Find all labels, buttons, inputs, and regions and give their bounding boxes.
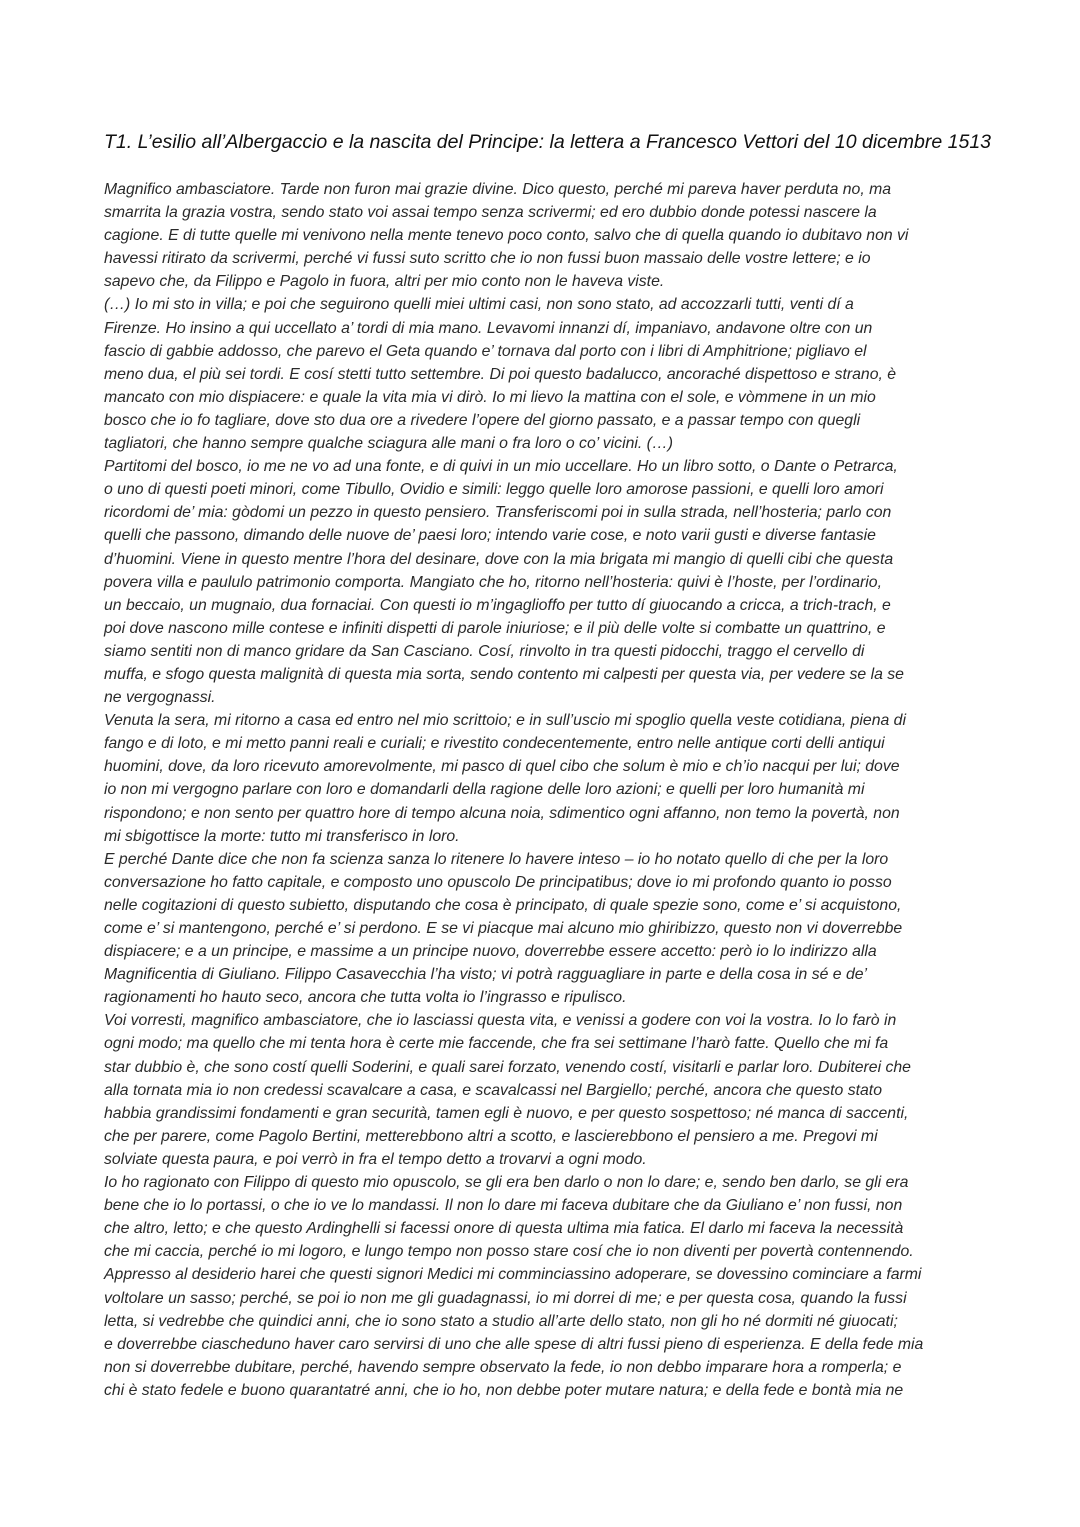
text-line: Io ho ragionato con Filippo di questo mio opuscolo, se gli era ben darlo o non lo dare; e, sendo ben darlo, se gli era: [104, 1174, 909, 1192]
text-line: voltolare un sasso; perché, se poi io non me gli guadagnassi, io mi dorrei di me; e per questa cosa, quando la fussi: [104, 1289, 907, 1307]
text-line: e doverrebbe ciascheduno haver caro servirsi di uno che alle spese di altri fussi pieno di esperienza. E della fede mia: [104, 1335, 924, 1353]
page-title: T1. L’esilio all’Albergaccio e la nascita del Principe: la lettera a Francesco Vettori del 10 dicembre 1513: [104, 131, 992, 153]
text-line: letta, si vedrebbe che quindici anni, che io sono stato a studio all’arte dello stato, non gli ho né dormiti né giuocati;: [104, 1312, 898, 1330]
text-line: sapevo che, da Filippo e Pagolo in fuora, altri per mio conto non le haveva viste.: [104, 273, 665, 291]
text-line: fango e di loto, e mi metto panni reali e curiali; e rivestito condecentemente, entro nelle antique corti delli antiqui: [104, 735, 885, 753]
text-line: Partitomi del bosco, io me ne vo ad una fonte, e di quivi in un mio uccellare. Ho un libro sotto, o Dante o Petrarca,: [104, 458, 898, 476]
text-line: solviate questa paura, e poi verrò in fra el tempo detto a trovarvi a ogni modo.: [104, 1150, 647, 1168]
text-line: rispondono; e non sento per quattro hore di tempo alcuna noia, sdimentico ogni affanno, non temo la povertà, non: [104, 804, 900, 822]
text-line: ne vergognassi.: [104, 689, 216, 707]
text-line: Appresso al desiderio harei che questi signori Medici mi comminciassino adoperare, se dovessino cominciare a farmi: [104, 1266, 922, 1284]
text-line: ricordomi de’ mia: gòdomi un pezzo in questo pensiero. Transferiscomi poi in sulla strada, nell’hosteria; parlo con: [104, 504, 892, 522]
text-line: tagliatori, che hanno sempre qualche sciagura alle mani o fra loro o co’ vicini. (…): [104, 435, 673, 453]
text-line: smarrita la grazia vostra, sendo stato voi assai tempo senza scrivermi; ed ero dubbio donde potessi nascere la: [104, 204, 877, 222]
letter-body: [104, 178, 1004, 1402]
text-line: povera villa e paululo patrimonio comporta. Mangiato che ho, ritorno nell’hosteria: quivi è l’hoste, per l’ordinario,: [104, 573, 882, 591]
text-line: Venuta la sera, mi ritorno a casa ed entro nel mio scrittoio; e in sull’uscio mi spoglio quella veste cotidiana, piena di: [104, 712, 906, 730]
text-line: havessi ritirato da scrivermi, perché vi fussi suto scritto che io non fussi buon massaio delle vostre lettere; e io: [104, 250, 871, 268]
text-line: siamo sentiti non di manco gridare da San Casciano. Cosí, rinvolto in tra questi pidocchi, traggo el cervello di: [104, 642, 865, 660]
text-line: bosco che io fo tagliare, dove sto dua ore a rivedere l’opere del giorno passato, e a passar tempo con quegli: [104, 411, 861, 429]
text-line: Magnificentia di Giuliano. Filippo Casavecchia l’ha visto; vi potrà ragguagliare in parte e della cosa in sé e de’: [104, 966, 868, 984]
text-line: ogni modo; ma quello che mi tenta hora è certe mie faccende, che fra sei settimane l’harò fatte. Quello che mi fa: [104, 1035, 889, 1053]
text-line: fascio di gabbie addosso, che parevo el Geta quando e’ tornava dal porto con i libri di Amphitrione; pigliavo el: [104, 342, 867, 360]
text-line: che altro, letto; e che questo Ardinghelli si facessi onore di questa ultima mia fatica. El darlo mi faceva la necessità: [104, 1220, 904, 1238]
text-line: conversazione ho fatto capitale, e composto uno opuscolo De principatibus; dove io mi profondo quanto io posso: [104, 873, 892, 891]
text-line: nelle cogitazioni di questo subietto, disputando che cosa è principato, di quale spezie sono, come e’ si acquistono,: [104, 896, 902, 914]
text-line: bene che io lo portassi, o che io ve lo mandassi. Il non lo dare mi faceva dubitare che da Giuliano e’ non fussi, non: [104, 1197, 903, 1215]
text-line: alla tornata mia io non credessi scavalcare a casa, e scavalcassi nel Bargiello; perché, ancora che questo stato: [104, 1081, 882, 1099]
text-line: E perché Dante dice che non fa scienza sanza lo ritenere lo havere inteso – io ho notato quello di che per la loro: [104, 850, 889, 868]
text-line: o uno di questi poeti minori, come Tibullo, Ovidio e simili: leggo quelle loro amorose passioni, e quelli loro amori: [104, 481, 884, 499]
text-line: mi sbigottisce la morte: tutto mi transferisco in loro.: [104, 827, 460, 845]
text-line: star dubbio è, che sono costí quelli Soderini, e quali sarei forzato, venendo costí, visitarli e parlar loro. Dubiterei che: [104, 1058, 911, 1076]
text-line: mancato con mio dispiacere: e quale la vita mia vi dirò. Io mi lievo la mattina con el sole, e vòmmene in un mio: [104, 388, 876, 406]
text-line: poi dove nascono mille contese e infiniti dispetti di parole iniuriose; e il più delle volte si combatte un quattrino, e: [104, 619, 886, 637]
text-line: quelli che passono, dimando delle nuove de’ paesi loro; intendo varie cose, e noto varii gusti e diverse fantasie: [104, 527, 876, 545]
text-line: muffa, e sfogo questa malignità di questa mia sorta, sendo contento mi calpesti per questa via, per vedere se la se: [104, 665, 904, 683]
text-line: ragionamenti ho hauto seco, ancora che tutta volta io l’ingrasso e ripulisco.: [104, 989, 627, 1007]
text-line: cagione. E di tutte quelle mi venivono nella mente tenevo poco conto, salvo che di quella quando io dubitavo non vi: [104, 227, 909, 245]
text-line: chi è stato fedele e buono quarantatré anni, che io ho, non debbe poter mutare natura; e della fede e bontà mia ne: [104, 1381, 904, 1399]
text-line: Firenze. Ho insino a qui uccellato a’ tordi di mia mano. Levavomi innanzi dí, impaniavo, andavone oltre con un: [104, 319, 873, 337]
text-line: Magnifico ambasciatore. Tarde non furon mai grazie divine. Dico questo, perché mi pareva haver perduta no, ma: [104, 181, 892, 198]
text-line: habbia grandissimi fondamenti e gran securità, tamen egli è nuovo, e per questo sospettoso; né manca di saccenti,: [104, 1104, 909, 1122]
document-page: [104, 128, 1004, 1402]
text-line: d’huomini. Viene in questo mentre l’hora del desinare, dove con la mia brigata mi mangio di quelli cibi che questa: [104, 550, 894, 568]
text-line: un beccaio, un mugnaio, dua fornaciai. Con questi io m’ingaglioffo per tutto dí giuocando a cricca, a trich-trach, e: [104, 596, 891, 614]
text-line: huomini, dove, da loro ricevuto amorevolmente, mi pasco di quel cibo che solum è mio e ch’io nacqui per lui; dove: [104, 758, 900, 776]
text-line: dispiacere; e a un principe, e massime a un principe nuovo, doverrebbe essere accetto: però io lo indirizzo alla: [104, 943, 877, 961]
text-line: non si doverrebbe dubitare, perché, havendo sempre observato la fede, io non debbo imparare hora a romperla; e: [104, 1358, 902, 1376]
text-line: (…) Io mi sto in villa; e poi che seguirono quelli miei ultimi casi, non sono stato, ad accozzarli tutti, venti dí a: [104, 296, 854, 314]
text-line: come e’ si mantengono, perché e’ si perdono. E se vi piacque mai alcuno mio ghiribizzo, questo non vi doverrebbe: [104, 920, 903, 937]
text-line: che per parere, come Pagolo Bertini, metterebbono altri a scotto, e lascierebbono el pensiero a me. Pregovi mi: [104, 1127, 878, 1145]
text-line: io non mi vergogno parlare con loro e domandarli della ragione delle loro azioni; e quelli per loro humanità mi: [104, 781, 865, 799]
text-line: Voi vorresti, magnifico ambasciatore, che io lasciassi questa vita, e venissi a godere con voi la vostra. Io lo farò in: [104, 1012, 897, 1030]
text-line: che mi caccia, perché io mi logoro, e lungo tempo non posso stare cosí che io non diventi per povertà contennendo.: [104, 1243, 914, 1261]
text-line: meno dua, el più sei tordi. E cosí stetti tutto settembre. Di poi questo badalucco, ancoraché dispettoso e strano, è: [104, 365, 897, 383]
